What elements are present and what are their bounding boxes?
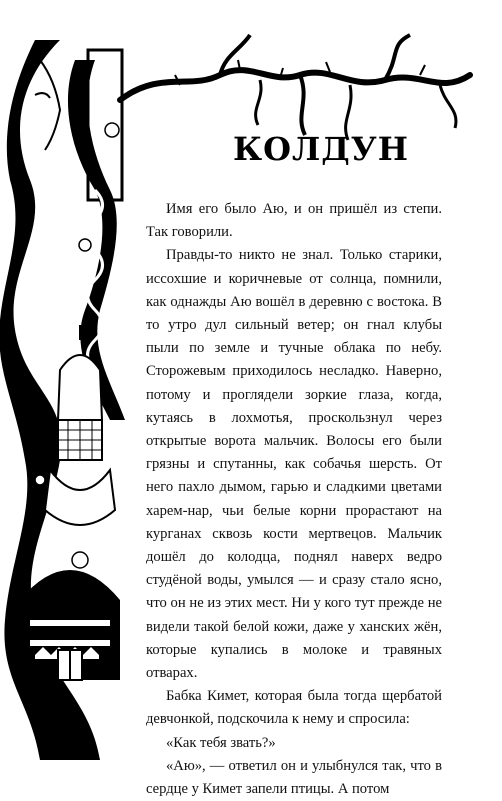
paragraph: «Аю», — ответил он и улыбнулся так, что в сердце у Кимет запели птицы. А потом bbox=[146, 757, 442, 798]
paragraph: «Как тебя звать?» bbox=[166, 734, 276, 751]
body-text bbox=[146, 198, 442, 801]
paragraph: Бабка Кимет, которая была тогда щербатой девчонкой, подскочила к нему и спросила: bbox=[146, 688, 442, 728]
chapter-title: КОЛДУН bbox=[233, 130, 409, 168]
paragraph: Имя его было Аю, и он пришёл из степи. Так говорили. bbox=[146, 201, 442, 241]
paragraph: Правды-то никто не знал. Только старики, иссохшие и коричневые от солнца, помнили, как однажды Аю вошёл в деревню с востока. В то утро дул сильный ветер; он гнал клубы пыли по земле и тучные облака по небу. Сторожевым приходилось несладко. Наверно, потому и проглядели зоркие глаза, когда, кутаясь в лохмотья, проскользнул через открытые ворота мальчик. Волосы его были грязны и спутанны, как собачья шерсть. От него пахло дымом, гарью и сладкими цветами харем-нар, чьи белые корни прорастают на курганах сквозь кости мертвецов. Мальчик дошёл до колодца, поднял наверх ведро студёной воды, умылся — и сразу стало ясно, что он не из этих мест. Ни у кого тут прежде не видели такой белой кожи, даже у ханских жён, которые купались в молоке и травяных отварах. bbox=[146, 247, 442, 682]
